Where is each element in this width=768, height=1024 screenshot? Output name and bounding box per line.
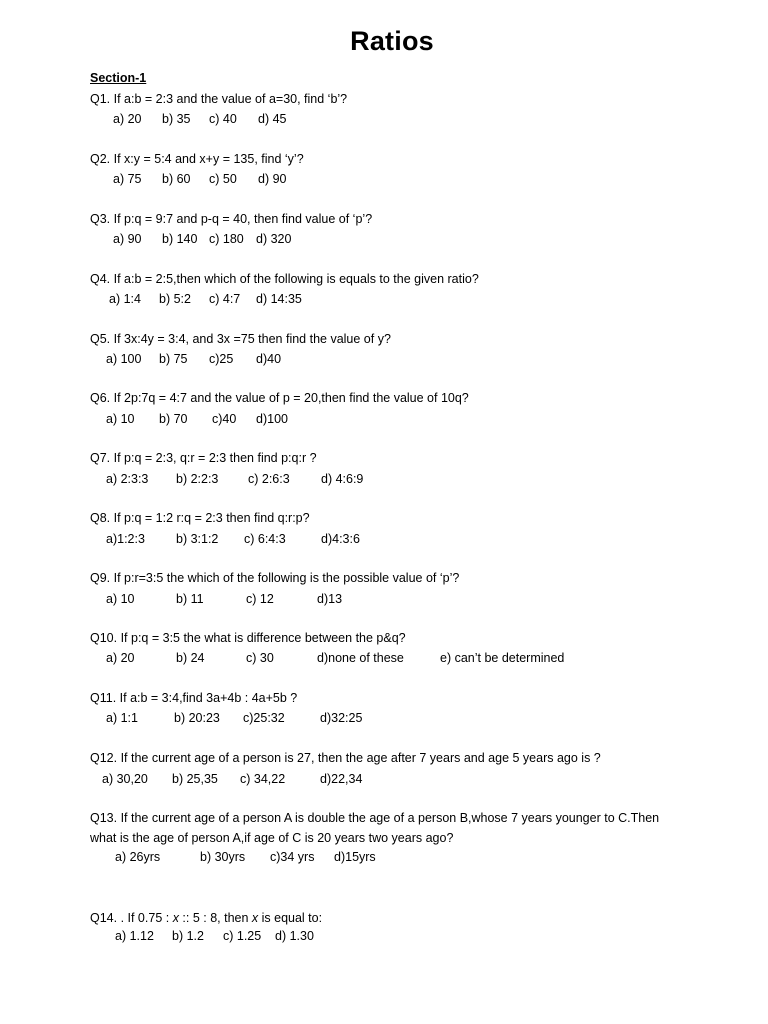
answer-option: a) 20 bbox=[106, 651, 135, 665]
answer-option: a) 100 bbox=[106, 352, 142, 366]
section-heading: Section-1 bbox=[90, 71, 147, 85]
answer-option: a) 26yrs bbox=[115, 850, 161, 864]
answer-option: c) 34,22 bbox=[240, 772, 286, 786]
answer-option: d) 45 bbox=[258, 112, 287, 126]
math-variable: x bbox=[172, 911, 179, 925]
answer-option: a) 30,20 bbox=[102, 772, 148, 786]
question-text: Q4. If a:b = 2:5,then which of the following is equals to the given ratio? bbox=[90, 272, 479, 286]
answer-option: b) 25,35 bbox=[172, 772, 218, 786]
question-text: Q11. If a:b = 3:4,find 3a+4b : 4a+5b ? bbox=[90, 691, 298, 705]
answer-option: c) 30 bbox=[246, 651, 274, 665]
answer-option: b) 2:2:3 bbox=[176, 472, 219, 486]
question-text: Q1. If a:b = 2:3 and the value of a=30, find ‘b’? bbox=[90, 92, 348, 106]
answer-option: d)100 bbox=[256, 412, 288, 426]
answer-option: c)34 yrs bbox=[270, 850, 315, 864]
answer-option: b) 20:23 bbox=[174, 711, 220, 725]
answer-option: a) 20 bbox=[113, 112, 142, 126]
answer-option: b) 140 bbox=[162, 232, 198, 246]
answer-option: a) 90 bbox=[113, 232, 142, 246]
answer-option: b) 24 bbox=[176, 651, 205, 665]
answer-option: b) 5:2 bbox=[159, 292, 191, 306]
answer-option: a)1:2:3 bbox=[106, 532, 145, 546]
answer-option: d)40 bbox=[256, 352, 282, 366]
answer-option: c) 50 bbox=[209, 172, 237, 186]
answer-option: b) 30yrs bbox=[200, 850, 246, 864]
answer-option: c) 1.25 bbox=[223, 929, 262, 943]
answer-option: a) 10 bbox=[106, 592, 135, 606]
answer-option: b) 1.2 bbox=[172, 929, 204, 943]
answer-option: c) 4:7 bbox=[209, 292, 241, 306]
question-text-continued: what is the age of person A,if age of C is 20 years two years ago? bbox=[90, 831, 454, 845]
answer-option: d)4:3:6 bbox=[321, 532, 360, 546]
answer-option: d)13 bbox=[317, 592, 343, 606]
answer-option: d)15yrs bbox=[334, 850, 376, 864]
answer-option: a) 1:1 bbox=[106, 711, 138, 725]
question-text: Q8. If p:q = 1:2 r:q = 2:3 then find q:r:p? bbox=[90, 511, 310, 525]
answer-option: a) 10 bbox=[106, 412, 135, 426]
answer-option: a) 1.12 bbox=[115, 929, 154, 943]
answer-option: b) 75 bbox=[159, 352, 188, 366]
question-text: Q10. If p:q = 3:5 the what is difference between the p&q? bbox=[90, 631, 406, 645]
answer-option: a) 75 bbox=[113, 172, 142, 186]
answer-option: c)25 bbox=[209, 352, 234, 366]
answer-option: d)none of these bbox=[317, 651, 404, 665]
answer-option: a) 2:3:3 bbox=[106, 472, 149, 486]
question-text: Q6. If 2p:7q = 4:7 and the value of p = 20,then find the value of 10q? bbox=[90, 391, 469, 405]
question-text: Q7. If p:q = 2:3, q:r = 2:3 then find p:q:r ? bbox=[90, 451, 317, 465]
answer-option: c)40 bbox=[212, 412, 237, 426]
question-text-part: Q14. . If 0.75 : bbox=[90, 911, 173, 925]
answer-option: c) 40 bbox=[209, 112, 237, 126]
page-title: Ratios bbox=[350, 26, 434, 56]
answer-option: c) 6:4:3 bbox=[244, 532, 286, 546]
question-text: Q2. If x:y = 5:4 and x+y = 135, find ‘y’? bbox=[90, 152, 304, 166]
question-text: Q5. If 3x:4y = 3:4, and 3x =75 then find the value of y? bbox=[90, 332, 391, 346]
answer-option: d)22,34 bbox=[320, 772, 363, 786]
question-text: Q9. If p:r=3:5 the which of the following is the possible value of ‘p’? bbox=[90, 571, 460, 585]
question-text: Q13. If the current age of a person A is double the age of a person B,whose 7 years younger to C.Then bbox=[90, 811, 660, 825]
answer-option: c) 180 bbox=[209, 232, 244, 246]
question-text: Q12. If the current age of a person is 27, then the age after 7 years and age 5 years ago is ? bbox=[90, 751, 601, 765]
answer-option: d) 320 bbox=[256, 232, 292, 246]
math-variable: x bbox=[251, 911, 259, 925]
question-text-part: is equal to: bbox=[258, 911, 323, 925]
answer-option: c) 2:6:3 bbox=[248, 472, 290, 486]
answer-option: b) 3:1:2 bbox=[176, 532, 219, 546]
answer-option: b) 11 bbox=[176, 592, 204, 606]
answer-option: b) 70 bbox=[159, 412, 188, 426]
answer-option: b) 35 bbox=[162, 112, 191, 126]
answer-option: d) 14:35 bbox=[256, 292, 302, 306]
answer-option: d) 4:6:9 bbox=[321, 472, 364, 486]
answer-option: d) 1.30 bbox=[275, 929, 314, 943]
answer-option: a) 1:4 bbox=[109, 292, 141, 306]
answer-option: c)25:32 bbox=[243, 711, 285, 725]
answer-option: b) 60 bbox=[162, 172, 191, 186]
question-text-part: :: 5 : 8, then bbox=[178, 911, 252, 925]
answer-option: d)32:25 bbox=[320, 711, 363, 725]
question-text bbox=[90, 910, 322, 926]
answer-option: e) can’t be determined bbox=[440, 651, 565, 665]
question-text: Q3. If p:q = 9:7 and p-q = 40, then find value of ‘p’? bbox=[90, 212, 373, 226]
answer-option: c) 12 bbox=[246, 592, 274, 606]
answer-option: d) 90 bbox=[258, 172, 287, 186]
